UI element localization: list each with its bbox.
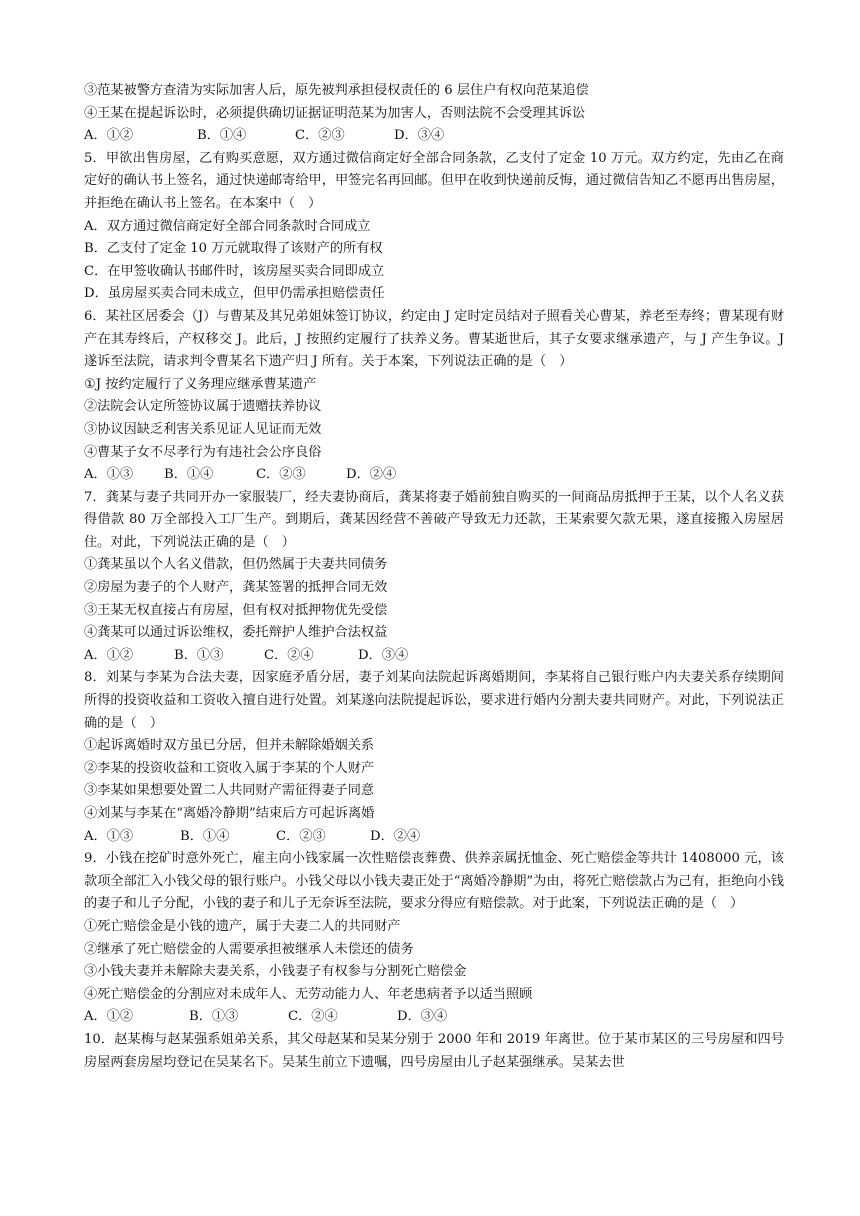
- statement-3: ③王某无权直接占有房屋，但有权对抵押物优先受偿: [84, 602, 388, 618]
- statement-3: ③协议因缺乏利害关系见证人见证而无效: [84, 421, 322, 437]
- statement-2: ②李某的投资收益和工资收入属于李某的个人财产: [84, 760, 375, 776]
- option-a: A．①③: [84, 467, 134, 483]
- option-c: C．②④: [288, 1009, 338, 1025]
- statement-4: ④龚某可以通过诉讼维权，委托辩护人维护合法权益: [84, 625, 388, 641]
- question-stem: 7．龚某与妻子共同开办一家服装厂，经夫妻协商后，龚某将妻子婚前独自购买的一间商品房抵押于王某，以个人名义获得借款 80 万全部投入工厂生产。到期后，龚某因经营不善破产导致无力还款，王某索要欠款无果，遂直接搬入房屋居住。对此，下列说法正确的是（ ）: [84, 489, 784, 550]
- option-b: B．①④: [197, 128, 247, 144]
- question-10: [84, 1029, 784, 1074]
- statement-2: ②法院会认定所签协议属于遗赠扶养协议: [84, 399, 322, 415]
- statement-1: ①起诉离婚时双方虽已分居，但并未解除婚姻关系: [84, 738, 375, 754]
- option-c: C．②④: [264, 647, 314, 663]
- question-stem: 9．小钱在挖矿时意外死亡，雇主向小钱家属一次性赔偿丧葬费、供养亲属抚恤金、死亡赔偿金等共计 1408000 元，该款项全部汇入小钱父母的银行账户。小钱父母以小钱夫妻正处于“离婚冷静期”为由，将死亡赔偿款占为己有，拒绝向小钱的妻子和儿子分配，小钱的妻子和儿子无奈诉至法院，要求分得应有赔偿款。对于此案，下列说法正确的是（ ）: [84, 851, 784, 912]
- statement-1: ①J 按约定履行了义务理应继承曹某遗产: [84, 376, 317, 392]
- option-d: D．②④: [370, 828, 421, 844]
- option-a: A．①②: [84, 647, 134, 663]
- option-a: A．①②: [84, 1009, 134, 1025]
- question-stem: 8．刘某与李某为合法夫妻，因家庭矛盾分居，妻子刘某向法院起诉离婚期间，李某将自己银行账户内夫妻关系存续期间所得的投资收益和工资收入擅自进行处置。刘某遂向法院提起诉讼，要求进行婚内分割夫妻共同财产。对此，下列说法正确的是（ ）: [84, 670, 784, 731]
- option-a: A．①③: [84, 828, 134, 844]
- statement-2: ②房屋为妻子的个人财产，龚某签署的抵押合同无效: [84, 580, 388, 596]
- choice-b: B．乙支付了定金 10 万元就取得了该财产的所有权: [84, 241, 383, 257]
- statement-4: ④刘某与李某在“离婚冷静期”结束后方可起诉离婚: [84, 806, 375, 821]
- answer-options: [84, 826, 784, 849]
- option-a: A．①②: [84, 128, 134, 144]
- answer-options: [84, 1006, 784, 1029]
- option-b: B．①③: [189, 1009, 239, 1025]
- question-stem: 6．某社区居委会（J）与曹某及其兄弟姐妹签订协议，约定由 J 定时定员结对子照看关心曹某，养老至寿终；曹某现有财产在其寿终后，产权移交 J。此后，J 按照约定履行了扶养义务。曹某逝世后，其子女要求继承遗产，与 J 产生争议。J 遂诉至法院，请求判令曹某名下遗产归 J 所有。关于本案，下列说法正确的是（ ）: [84, 308, 784, 370]
- answer-options: [84, 464, 784, 487]
- option-d: D．③④: [358, 647, 409, 663]
- answer-options: [84, 125, 784, 148]
- option-d: D．③④: [394, 128, 445, 144]
- question-4-tail: [84, 80, 784, 148]
- statement-1: ①龚某虽以个人名义借款，但仍然属于夫妻共同债务: [84, 557, 388, 573]
- statement-4: ④死亡赔偿金的分割应对未成年人、无劳动能力人、年老患病者予以适当照顾: [84, 986, 533, 1002]
- answer-options: [84, 645, 784, 668]
- option-c: C．②③: [256, 467, 306, 483]
- option-c: C．②③: [295, 128, 345, 144]
- statement-2: ②继承了死亡赔偿金的人需要承担被继承人未偿还的债务: [84, 941, 414, 957]
- option-b: B．①④: [180, 828, 230, 844]
- choice-a: A．双方通过微信商定好全部合同条款时合同成立: [84, 218, 371, 234]
- option-d: D．③④: [397, 1009, 448, 1025]
- question-9: [84, 848, 784, 1029]
- choice-d: D．虽房屋买卖合同未成立，但甲仍需承担赔偿责任: [84, 286, 385, 302]
- statement-3: ③小钱夫妻并未解除夫妻关系，小钱妻子有权参与分割死亡赔偿金: [84, 964, 467, 980]
- option-d: D．②④: [346, 467, 397, 483]
- question-stem: 5．甲欲出售房屋，乙有购买意愿，双方通过微信商定好全部合同条款，乙支付了定金 10 万元。双方约定，先由乙在商定好的确认书上签名，通过快递邮寄给甲，甲签完名再回邮。但甲在收到快递前反悔，通过微信告知乙不愿再出售房屋，并拒绝在确认书上签名。在本案中（ ）: [84, 150, 784, 211]
- statement-3: ③李某如果想要处置二人共同财产需征得妻子同意: [84, 783, 375, 799]
- exam-document: [84, 80, 784, 1074]
- question-7: [84, 487, 784, 668]
- statement-1: ①死亡赔偿金是小钱的遗产，属于夫妻二人的共同财产: [84, 918, 401, 934]
- option-c: C．②③: [276, 828, 326, 844]
- option-b: B．①③: [174, 647, 224, 663]
- option-b: B．①④: [164, 467, 214, 483]
- statement-4: ④曹某子女不尽孝行为有违社会公序良俗: [84, 444, 322, 460]
- choice-c: C．在甲签收确认书邮件时，该房屋买卖合同即成立: [84, 263, 385, 279]
- question-5: [84, 148, 784, 306]
- statement-3: ③范某被警方查清为实际加害人后，原先被判承担侵权责任的 6 层住户有权向范某追偿: [84, 83, 589, 98]
- statement-4: ④王某在提起诉讼时，必须提供确切证据证明范某为加害人，否则法院不会受理其诉讼: [84, 105, 586, 121]
- question-6: [84, 306, 784, 487]
- question-8: [84, 667, 784, 848]
- question-stem: 10．赵某梅与赵某强系姐弟关系，其父母赵某和吴某分别于 2000 年和 2019 年离世。位于某市某区的三号房屋和四号房屋两套房屋均登记在吴某名下。吴某生前立下遗嘱，四号房屋由儿子赵某强继承。吴某去世: [84, 1031, 784, 1070]
